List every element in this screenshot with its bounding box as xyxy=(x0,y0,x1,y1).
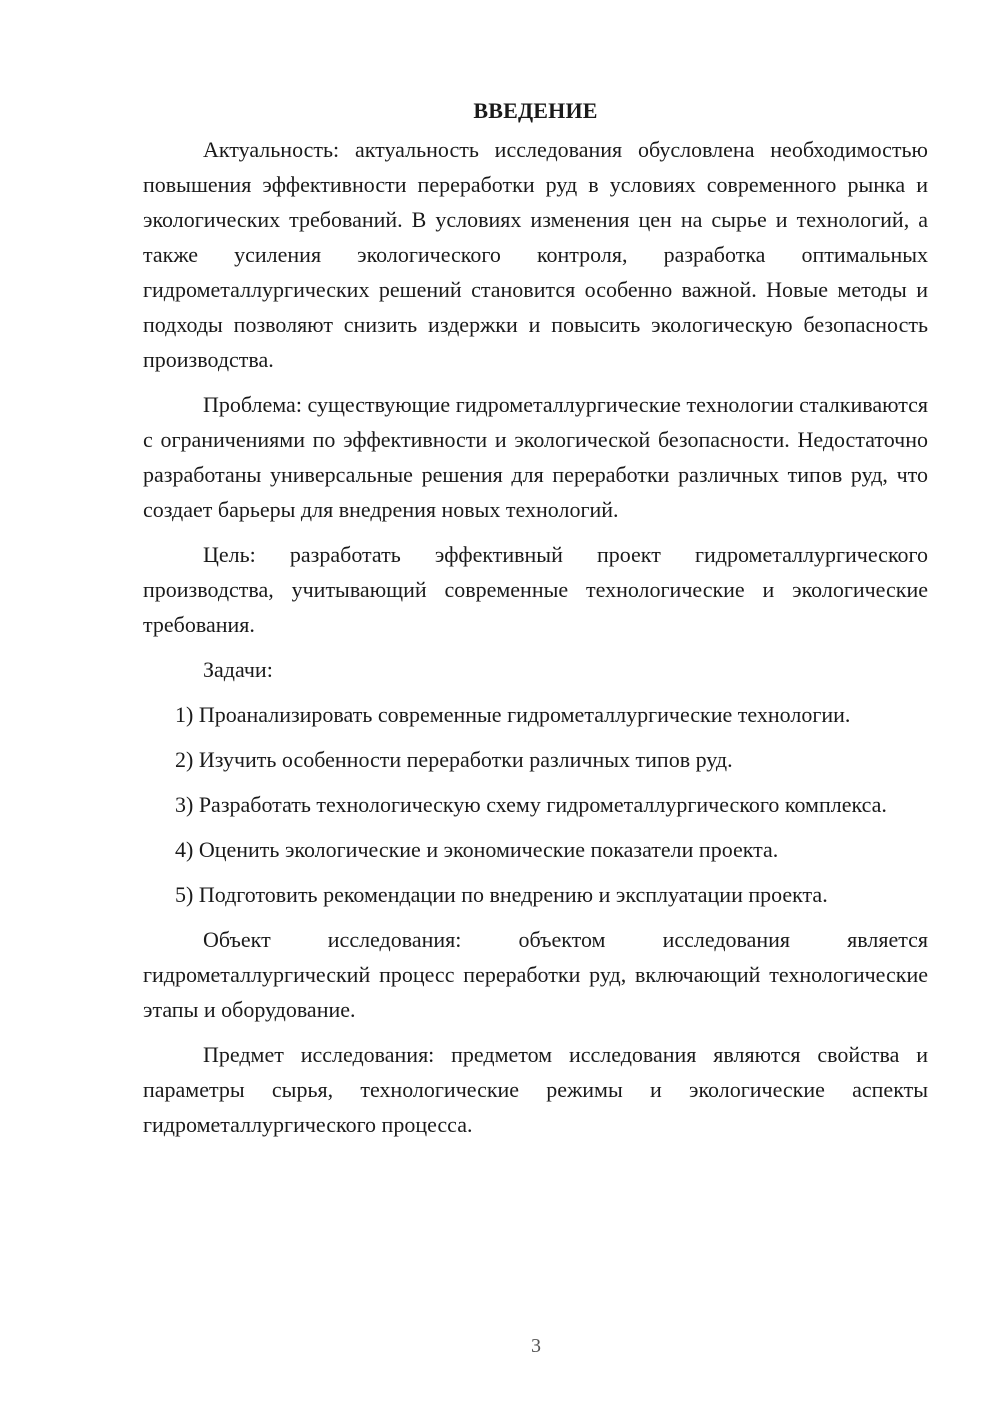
paragraph-relevance: Актуальность: актуальность исследования обусловлена необходимостью повышения эффективности переработки руд в условиях современного рынка и экологических требований. В условиях изменения цен на сырье и технологий, а также усиления экологического контроля, разработка оптимальных гидрометаллургических решений становится особенно важной. Новые методы и подходы позволяют снизить издержки и повысить экологическую безопасность производства. xyxy=(143,137,928,372)
paragraph-subject: Предмет исследования: предметом исследования являются свойства и параметры сырья, технологические режимы и экологические аспекты гидрометаллургического процесса. xyxy=(143,1042,928,1137)
paragraph-problem: Проблема: существующие гидрометаллургические технологии сталкиваются с ограничениями по эффективности и экологической безопасности. Недостаточно разработаны универсальные решения для переработки различных типов руд, что создает барьеры для внедрения новых технологий. xyxy=(143,392,928,522)
paragraph-object: Объект исследования: объектом исследования является гидрометаллургический процесс переработки руд, включающий технологические этапы и оборудование. xyxy=(143,927,928,1022)
page-number: 3 xyxy=(531,1335,541,1357)
task-item-5: 5) Подготовить рекомендации по внедрению и эксплуатации проекта. xyxy=(175,882,828,907)
task-item-1: 1) Проанализировать современные гидрометаллургические технологии. xyxy=(175,702,851,727)
paragraph-tasks-heading: Задачи: xyxy=(203,657,273,682)
paragraph-goal: Цель: разработать эффективный проект гидрометаллургического производства, учитывающий современные технологические и экологические требования. xyxy=(143,542,928,637)
task-item-3: 3) Разработать технологическую схему гидрометаллургического комплекса. xyxy=(175,792,887,817)
page-content xyxy=(143,96,928,1152)
task-item-2: 2) Изучить особенности переработки различных типов руд. xyxy=(175,747,733,772)
task-item-4: 4) Оценить экологические и экономические показатели проекта. xyxy=(175,837,779,862)
page-title: ВВЕДЕНИЕ xyxy=(473,98,598,123)
